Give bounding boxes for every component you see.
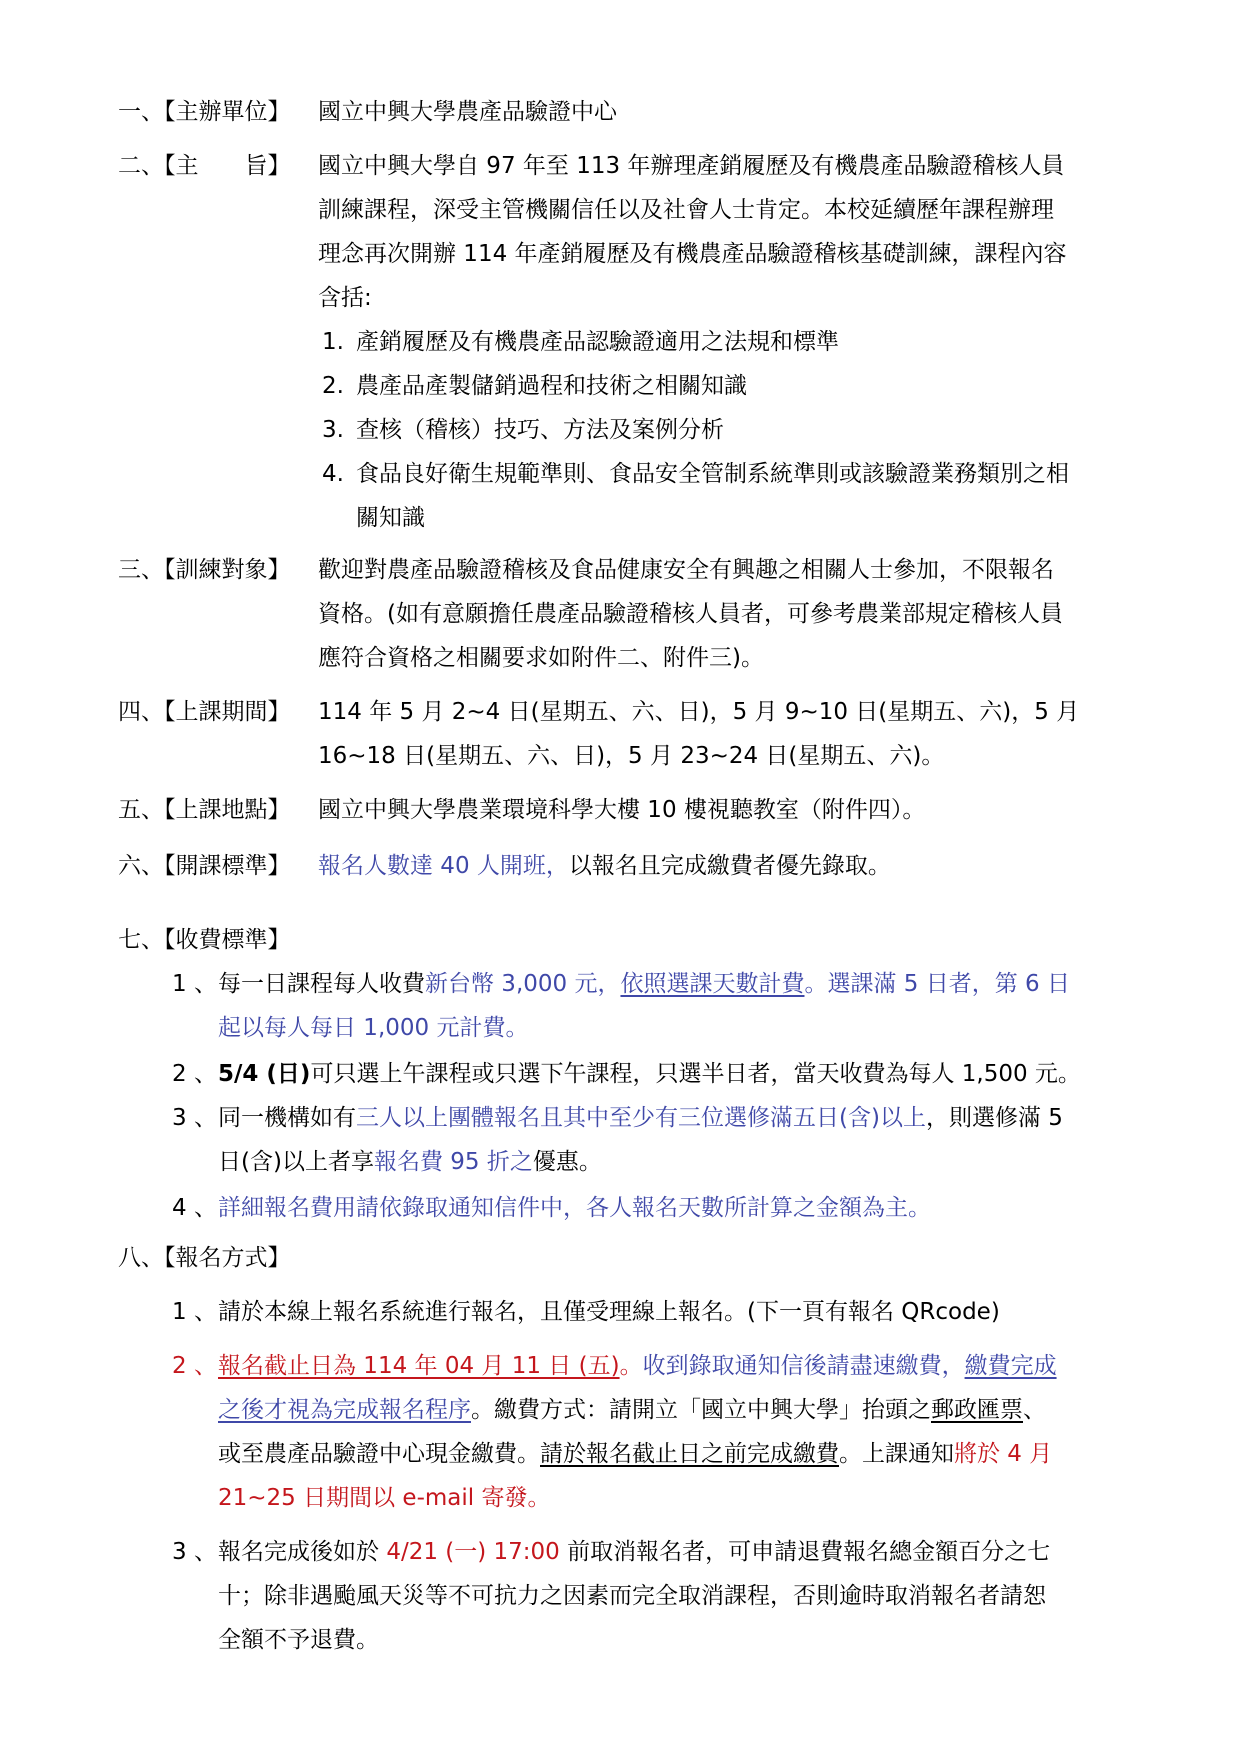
registration-item-3-line-3: 全額不予退費。 xyxy=(218,1627,379,1653)
section-8-label: 八、【報名方式】 xyxy=(118,1245,291,1271)
group-text-3: 日(含)以上者享 xyxy=(218,1149,374,1175)
registration-item-2-line-2 xyxy=(218,1388,1046,1432)
section-5-label: 五、【上課地點】 xyxy=(118,797,291,823)
purpose-line: 訓練課程，深受主管機關信任以及社會人士肯定。本校延續歷年課程辦理 xyxy=(318,197,1054,223)
organizer-text: 國立中興大學農產品驗證中心 xyxy=(318,99,617,125)
registration-item-number: 2 、 xyxy=(172,1353,217,1379)
registration-item-2-line-3 xyxy=(218,1432,1052,1476)
daily-fee-text: 新台幣 3,000 元， xyxy=(425,971,621,997)
period-line: 16~18 日(星期五、六、日)，5 月 23~24 日(星期五、六)。 xyxy=(318,743,945,769)
separator-text: 、 xyxy=(1023,1397,1046,1423)
fee-item-number: 4 、 xyxy=(172,1195,217,1221)
list-item-number: 4. xyxy=(322,461,344,487)
period-line: 114 年 5 月 2~4 日(星期五、六、日)，5 月 9~10 日(星期五、六)，5 月 xyxy=(318,699,1080,725)
refund-text-2: 前取消報名者，可申請退費報名總金額百分之七 xyxy=(559,1539,1051,1565)
fee-item-number: 3 、 xyxy=(172,1105,217,1131)
target-line: 資格。(如有意願擔任農產品驗證稽核人員者，可參考農業部規定稽核人員 xyxy=(318,601,1063,627)
purpose-line: 國立中興大學自 97 年至 113 年辦理產銷履歷及有機農產品驗證稽核人員 xyxy=(318,153,1065,179)
section-3-label: 三、【訓練對象】 xyxy=(118,557,291,583)
registration-item-2-line-4: 21~25 日期間以 e-mail 寄發。 xyxy=(218,1485,551,1511)
list-item: 查核（稽核）技巧、方法及案例分析 xyxy=(356,417,724,443)
registration-item-3-line xyxy=(218,1530,1050,1574)
discount-rule-text: 。選課滿 5 日者，第 6 日 xyxy=(804,971,1070,997)
section-1-label: 一、【主辦單位】 xyxy=(118,99,291,125)
target-line: 應符合資格之相關要求如附件二、附件三)。 xyxy=(318,645,764,671)
fee-item-3-line-2 xyxy=(218,1140,602,1184)
list-item-number: 3. xyxy=(322,417,344,443)
list-item-number: 1. xyxy=(322,329,344,355)
notice-date-text: 將於 4 月 xyxy=(954,1441,1053,1467)
list-item: 關知識 xyxy=(356,505,425,531)
class-standard-text xyxy=(318,844,891,888)
fee-basis-text: 依照選課天數計費 xyxy=(620,971,805,997)
location-text: 國立中興大學農業環境科學大樓 10 樓視聽教室（附件四）。 xyxy=(318,797,926,823)
fee-item-number: 2 、 xyxy=(172,1061,217,1087)
section-6-label: 六、【開課標準】 xyxy=(118,853,291,879)
fee-item-1-line xyxy=(218,962,1070,1006)
purpose-line: 理念再次開辦 114 年產銷履歷及有機農產品驗證稽核基礎訓練，課程內容 xyxy=(318,241,1067,267)
registration-item-1-line: 請於本線上報名系統進行報名，且僅受理線上報名。(下一頁有報名 QRcode) xyxy=(218,1299,1000,1325)
registration-item-3-line-2: 十；除非遇颱風天災等不可抗力之因素而完全取消課程，否則逾時取消報名者請恕 xyxy=(218,1583,1046,1609)
group-condition-text: 三人以上團體報名且其中至少有三位選修滿五日(含)以上 xyxy=(356,1105,926,1131)
refund-deadline-text: 4/21 (一) 17:00 xyxy=(386,1539,560,1565)
deadline-period: 。 xyxy=(619,1353,643,1379)
payment-complete-text: 繳費完成 xyxy=(964,1353,1057,1379)
list-item: 產銷履歷及有機農產品認驗證適用之法規和標準 xyxy=(356,329,839,355)
refund-text: 報名完成後如於 xyxy=(218,1539,387,1565)
group-text-4: 優惠。 xyxy=(532,1149,602,1175)
fee-item-number: 1 、 xyxy=(172,971,217,997)
registration-item-number: 1 、 xyxy=(172,1299,217,1325)
target-line: 歡迎對農產品驗證稽核及食品健康安全有興趣之相關人士參加，不限報名 xyxy=(318,557,1054,583)
fee-item-4-line: 詳細報名費用請依錄取通知信件中，各人報名天數所計算之金額為主。 xyxy=(218,1195,931,1221)
min-enrollment-text: 報名人數達 40 人開班， xyxy=(318,853,569,879)
group-discount-text: 報名費 95 折之 xyxy=(373,1149,533,1175)
group-text: 同一機構如有 xyxy=(218,1105,356,1131)
group-text-2: ，則選修滿 5 xyxy=(925,1105,1063,1131)
half-day-date: 5/4 (日) xyxy=(218,1061,311,1087)
payment-notice-text: 收到錄取通知信後請盡速繳費， xyxy=(642,1353,965,1379)
registration-complete-text: 之後才視為完成報名程序 xyxy=(218,1397,471,1423)
list-item: 食品良好衛生規範準則、食品安全管制系統準則或該驗證業務類別之相 xyxy=(356,461,1069,487)
deadline-text: 報名截止日為 114 年 04 月 11 日 (五) xyxy=(218,1353,620,1379)
fee-item-1-line-2: 起以每人每日 1,000 元計費。 xyxy=(218,1015,529,1041)
payment-method-text: 。繳費方式：請開立「國立中興大學」抬頭之 xyxy=(471,1397,931,1423)
pay-before-deadline-text: 請於報名截止日之前完成繳費 xyxy=(540,1441,839,1467)
fee-item-3-line xyxy=(218,1096,1063,1140)
priority-text: 以報名且完成繳費者優先錄取。 xyxy=(568,853,891,879)
class-notice-text: 。上課通知 xyxy=(839,1441,954,1467)
list-item: 農產品產製儲銷過程和技術之相關知識 xyxy=(356,373,747,399)
postal-order-text: 郵政匯票 xyxy=(931,1397,1023,1423)
fee-item-2-line xyxy=(218,1052,1081,1096)
half-day-text: 可只選上午課程或只選下午課程，只選半日者，當天收費為每人 1,500 元。 xyxy=(310,1061,1081,1087)
section-2-label: 二、【主 旨】 xyxy=(118,153,291,179)
registration-item-2-line xyxy=(218,1344,1057,1388)
registration-item-number: 3 、 xyxy=(172,1539,217,1565)
section-4-label: 四、【上課期間】 xyxy=(118,699,291,725)
list-item-number: 2. xyxy=(322,373,344,399)
purpose-line: 含括: xyxy=(318,285,372,311)
fee-text: 每一日課程每人收費 xyxy=(218,971,425,997)
cash-payment-text: 或至農產品驗證中心現金繳費。 xyxy=(218,1441,540,1467)
section-7-label: 七、【收費標準】 xyxy=(118,927,291,953)
